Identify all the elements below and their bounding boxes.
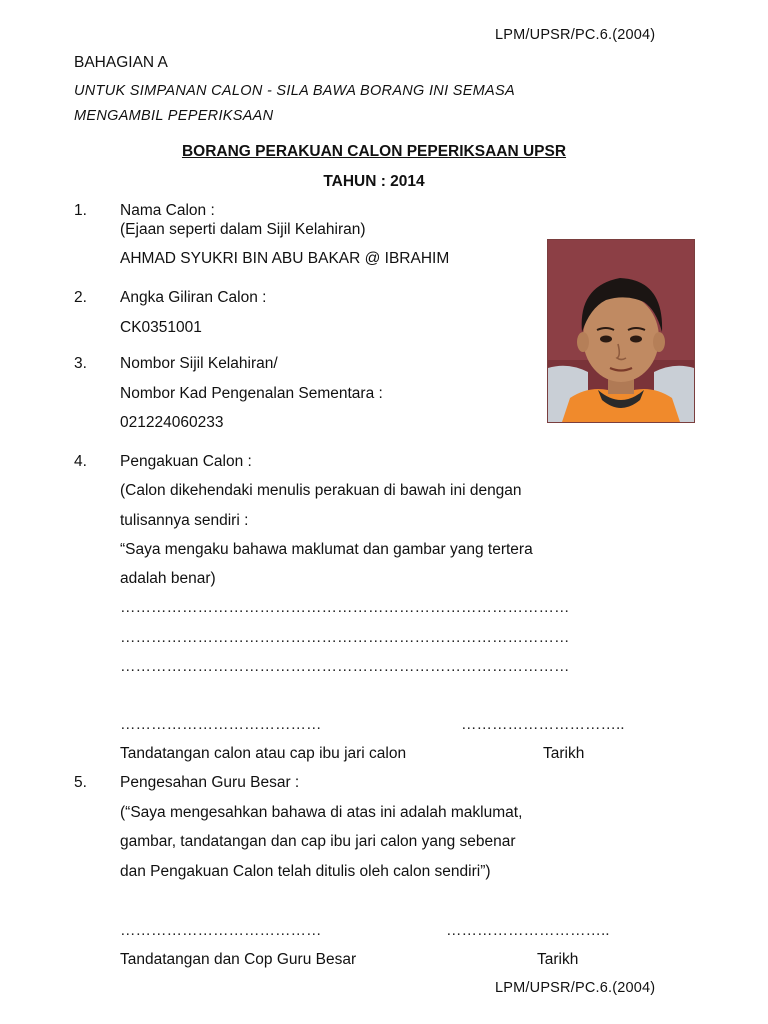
- declaration-writing-line[interactable]: ……………………………………………………………………………: [120, 658, 570, 675]
- declaration-writing-line[interactable]: ……………………………………………………………………………: [120, 629, 570, 646]
- verification-statement-line1: (“Saya mengesahkan bahawa di atas ini adalah maklumat,: [120, 804, 523, 821]
- candidate-date-line[interactable]: …………………………..: [461, 716, 625, 733]
- declaration-instruction-line1: (Calon dikehendaki menulis perakuan di bawah ini dengan: [120, 482, 522, 499]
- item-number: 2.: [74, 289, 87, 306]
- declaration-instruction-line2: tulisannya sendiri :: [120, 512, 249, 529]
- birth-cert-label-line1: Nombor Sijil Kelahiran/: [120, 355, 278, 372]
- section-title: BAHAGIAN A: [74, 54, 168, 71]
- form-title: BORANG PERAKUAN CALON PEPERIKSAAN UPSR: [181, 143, 567, 160]
- headmaster-signature-label: Tandatangan dan Cop Guru Besar: [120, 951, 357, 968]
- declaration-statement-line2: adalah benar): [120, 570, 216, 587]
- birth-cert-value: 021224060233: [120, 414, 224, 431]
- item-number: 3.: [74, 355, 87, 372]
- birth-cert-label-line2: Nombor Kad Pengenalan Sementara :: [120, 385, 383, 402]
- index-number-label: Angka Giliran Calon :: [120, 289, 267, 306]
- candidate-date-label: Tarikh: [543, 745, 585, 762]
- headmaster-verification-label: Pengesahan Guru Besar :: [120, 774, 300, 791]
- index-number-value: CK0351001: [120, 319, 202, 336]
- declaration-statement-line1: “Saya mengaku bahawa maklumat dan gambar yang tertera: [120, 541, 533, 558]
- candidate-name-label: Nama Calon :: [120, 202, 215, 219]
- section-instruction-line2: MENGAMBIL PEPERIKSAAN: [74, 108, 274, 124]
- item-number: 4.: [74, 453, 87, 470]
- form-code-bottom: LPM/UPSR/PC.6.(2004): [495, 980, 656, 996]
- headmaster-date-label: Tarikh: [537, 951, 579, 968]
- item-number: 1.: [74, 202, 87, 219]
- candidate-declaration-label: Pengakuan Calon :: [120, 453, 252, 470]
- headmaster-date-line[interactable]: …………………………..: [446, 922, 610, 939]
- candidate-name-note: (Ejaan seperti dalam Sijil Kelahiran): [120, 221, 366, 238]
- declaration-writing-line[interactable]: ……………………………………………………………………………: [120, 599, 570, 616]
- headmaster-signature-line[interactable]: …………………………………: [120, 922, 322, 939]
- verification-statement-line2: gambar, tandatangan dan cap ibu jari calon yang sebenar: [120, 833, 516, 850]
- candidate-name-value: AHMAD SYUKRI BIN ABU BAKAR @ IBRAHIM: [120, 250, 450, 267]
- section-instruction-line1: UNTUK SIMPANAN CALON - SILA BAWA BORANG INI SEMASA: [74, 83, 515, 99]
- candidate-signature-label: Tandatangan calon atau cap ibu jari calon: [120, 745, 407, 762]
- form-code-top: LPM/UPSR/PC.6.(2004): [495, 27, 656, 43]
- item-number: 5.: [74, 774, 87, 791]
- form-year: TAHUN : 2014: [323, 173, 425, 190]
- candidate-signature-line[interactable]: …………………………………: [120, 716, 322, 733]
- candidate-photo: [547, 239, 695, 423]
- verification-statement-line3: dan Pengakuan Calon telah ditulis oleh calon sendiri”): [120, 863, 491, 880]
